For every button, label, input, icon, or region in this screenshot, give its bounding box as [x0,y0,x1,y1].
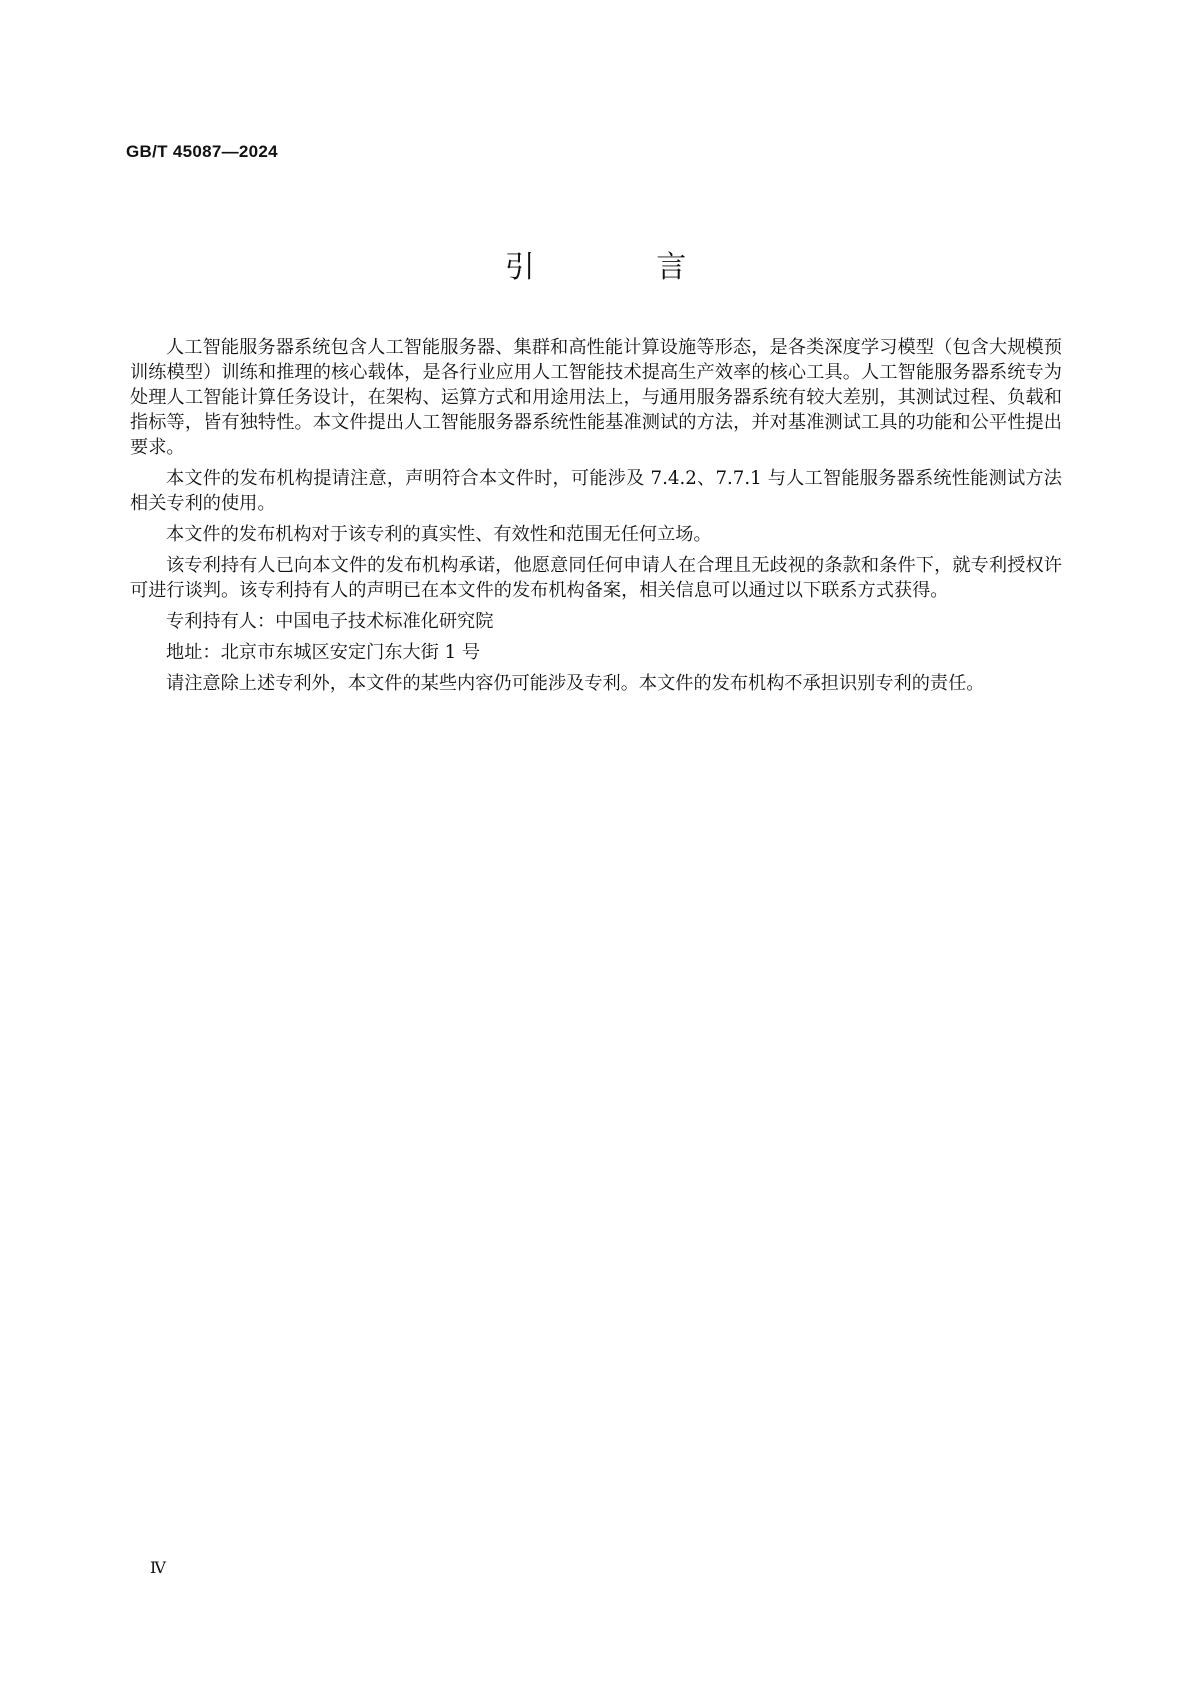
paragraph-position: 本文件的发布机构对于该专利的真实性、有效性和范围无任何立场。 [166,524,712,545]
paragraph-overview: 人工智能服务器系统包含人工智能服务器、集群和高性能计算设施等形态，是各类深度学习模型（包含大规模预训练模型）训练和推理的核心载体，是各行业应用人工智能技术提高生产效率的核心工具。人工智能服务器系统专为处理人工智能计算任务设计，在架构、运算方式和用途用法上，与通用服务器系统有较大差别，其测试过程、负载和指标等，皆有独特性。本文件提出人工智能服务器系统性能基准测试的方法，并对基准测试工具的功能和公平性提出要求。 [130,337,1062,458]
page-title: 引 言 [504,250,743,285]
paragraph-address: 地址：北京市东城区安定门东大街 1 号 [166,642,481,663]
introduction-body [130,335,1062,702]
standard-number: GB/T 45087—2024 [126,142,278,161]
paragraph-licensing: 该专利持有人已向本文件的发布机构承诺，他愿意同任何申请人在合理且无歧视的条款和条件下，就专利授权许可进行谈判。该专利持有人的声明已在本文件的发布机构备案，相关信息可以通过以下联系方式获得。 [130,555,1062,601]
paragraph-disclaimer: 请注意除上述专利外，本文件的某些内容仍可能涉及专利。本文件的发布机构不承担识别专利的责任。 [166,673,985,694]
paragraph-patent-notice: 本文件的发布机构提请注意，声明符合本文件时，可能涉及 7.4.2、7.7.1 与人工智能服务器系统性能测试方法相关专利的使用。 [130,468,1062,514]
page-number: Ⅳ [150,1558,166,1577]
paragraph-patent-holder: 专利持有人：中国电子技术标准化研究院 [166,611,494,632]
